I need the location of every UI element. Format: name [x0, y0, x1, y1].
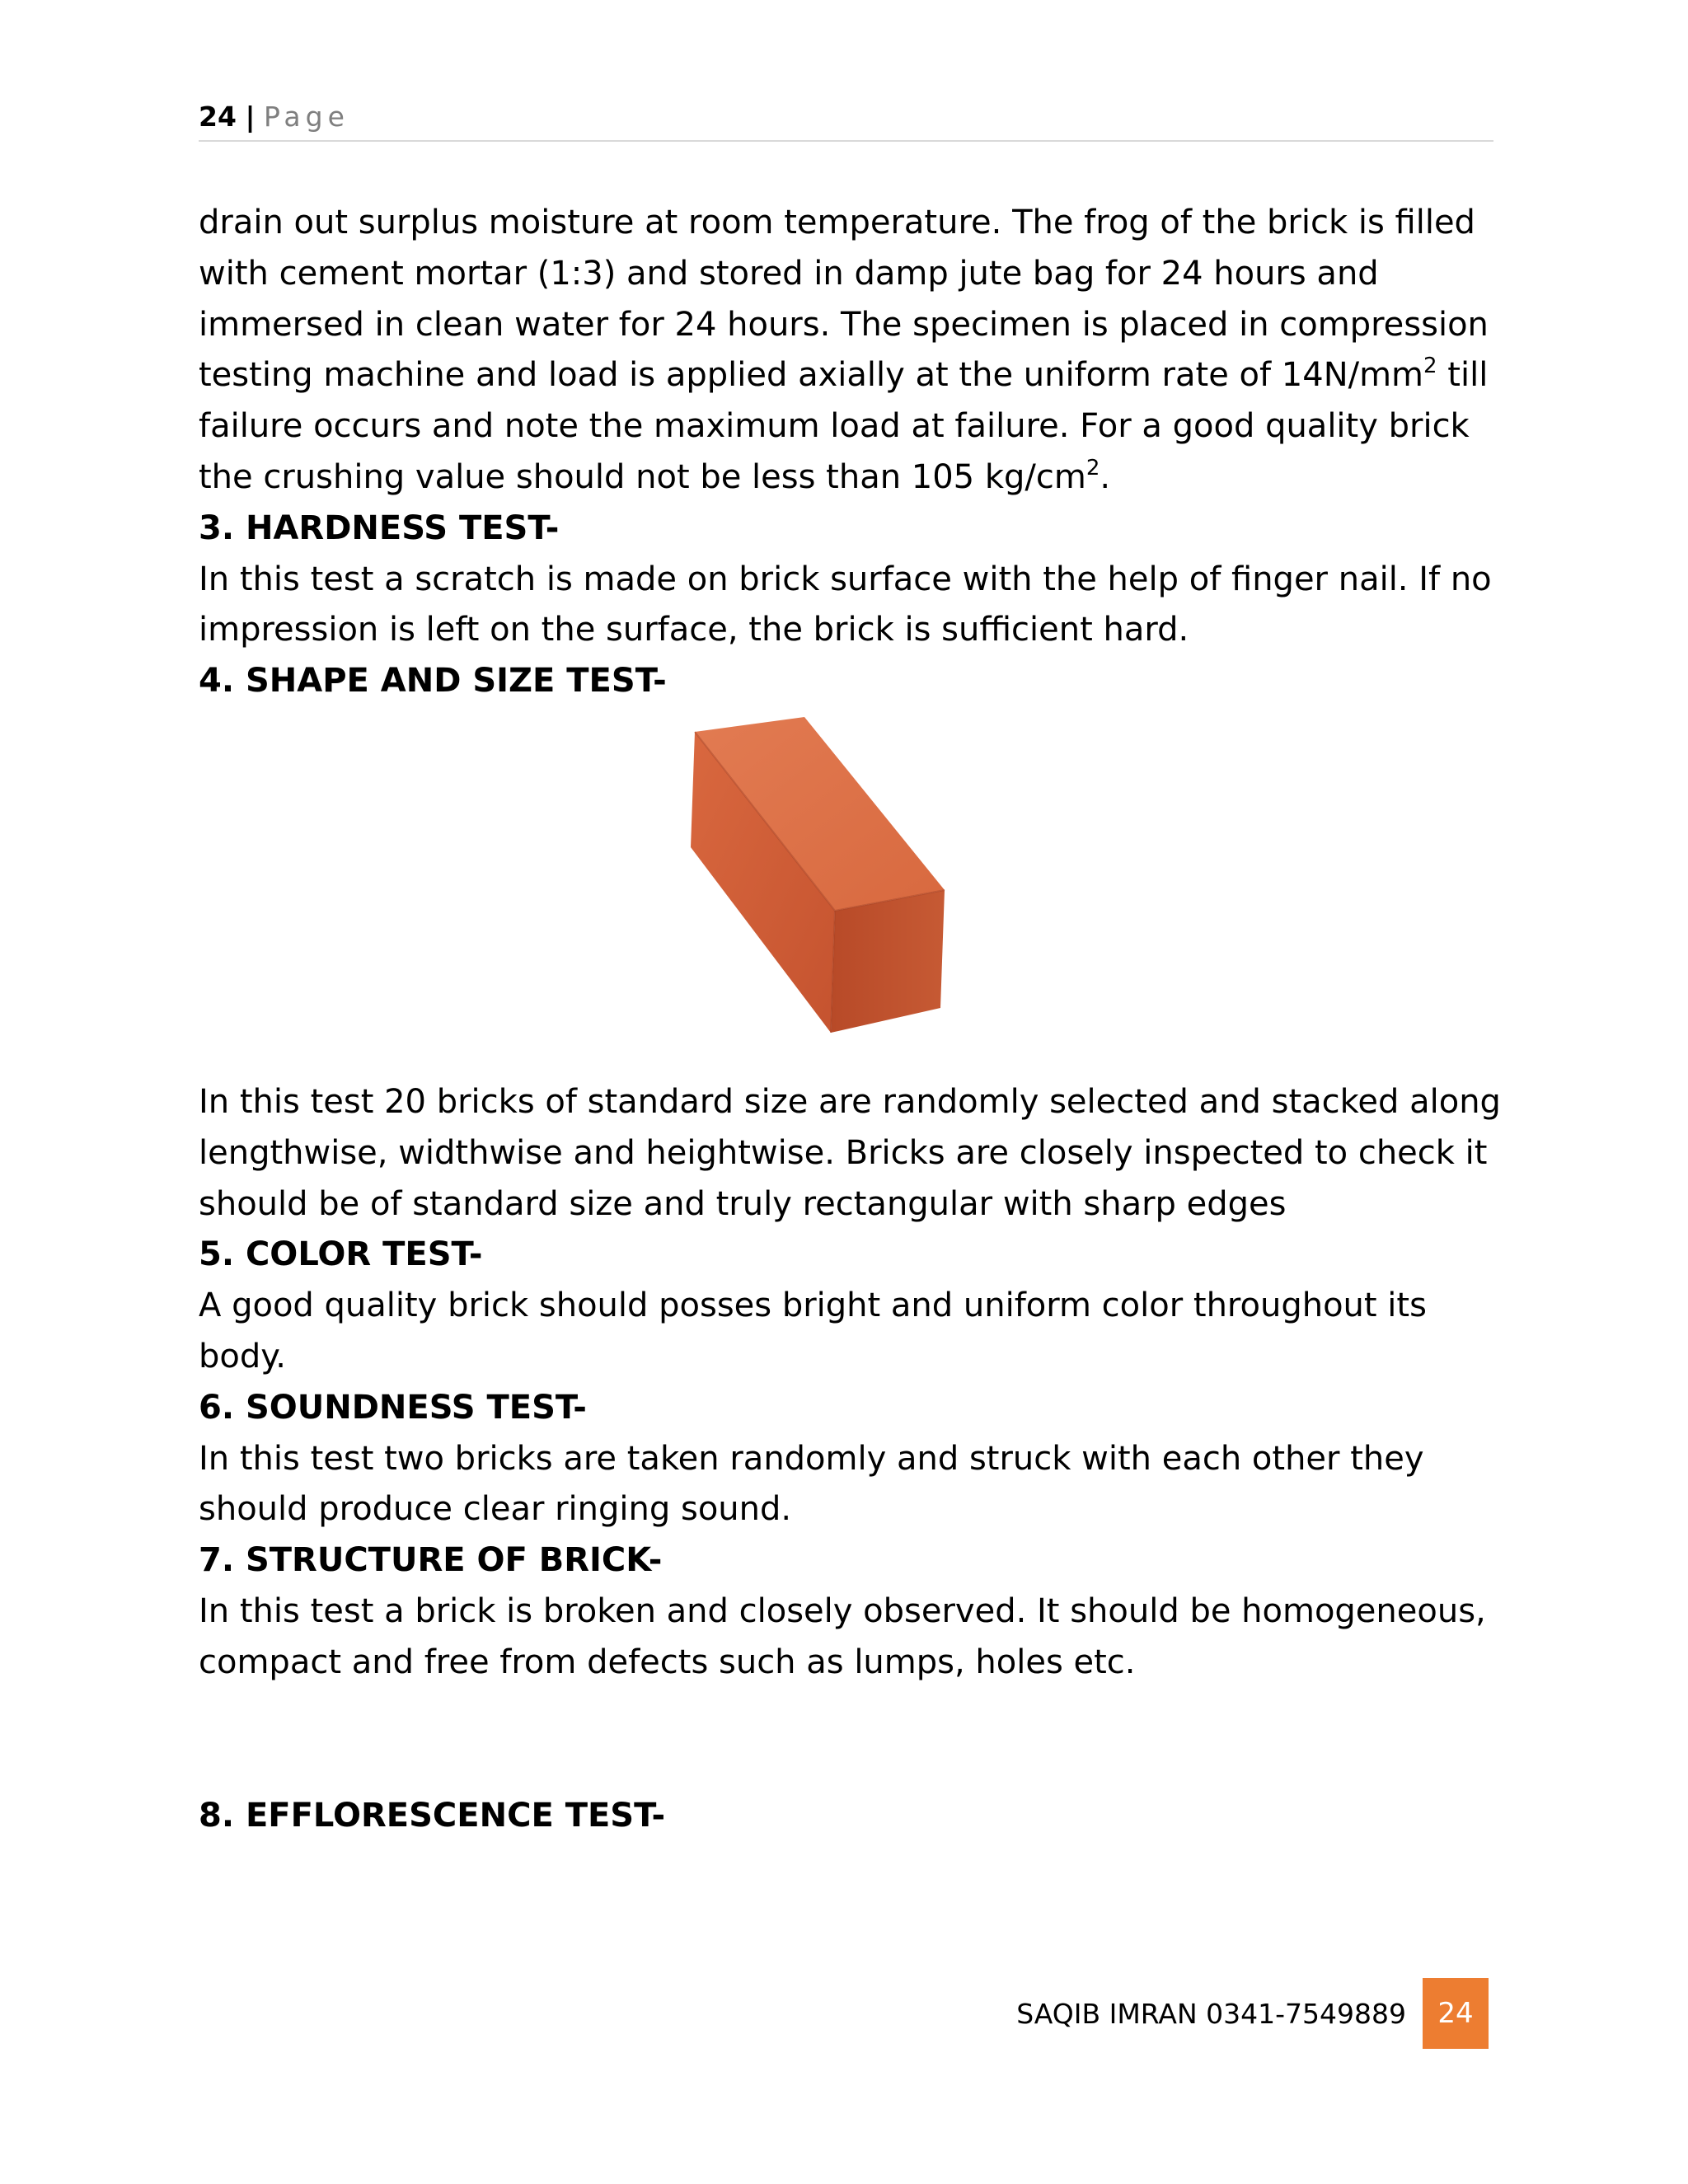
- header-separator: |: [245, 101, 256, 133]
- page-content: [199, 198, 1517, 1841]
- header-page-label: Page: [264, 101, 349, 133]
- heading-color-test: 5. COLOR TEST-: [199, 1235, 483, 1274]
- superscript: 2: [1423, 354, 1437, 379]
- footer-page-number: 24: [1423, 1978, 1489, 2049]
- brick-image: [660, 707, 1006, 1053]
- paragraph-hardness-test: In this test a scratch is made on brick surface with the help of finger nail. If no impression is left on the surface, the brick is sufficient hard.: [199, 560, 1492, 649]
- paragraph-soundness-test: In this test two bricks are taken randomly and struck with each other they should produce clear ringing sound.: [199, 1439, 1424, 1529]
- paragraph-structure-test: In this test a brick is broken and closely observed. It should be homogeneous, compact and free from defects such as lumps, holes etc.: [199, 1591, 1486, 1681]
- brick-figure: [199, 707, 1517, 1077]
- footer-author: SAQIB IMRAN 0341-7549889: [1016, 1997, 1406, 2030]
- heading-efflorescence-test: 8. EFFLORESCENCE TEST-: [199, 1796, 666, 1835]
- heading-structure-test: 7. STRUCTURE OF BRICK-: [199, 1541, 663, 1580]
- header-page-number: 24: [199, 101, 237, 133]
- heading-hardness-test: 3. HARDNESS TEST-: [199, 509, 560, 547]
- heading-soundness-test: 6. SOUNDNESS TEST-: [199, 1388, 587, 1427]
- heading-shape-size-test: 4. SHAPE AND SIZE TEST-: [199, 662, 667, 701]
- paragraph-color-test: A good quality brick should posses bright and uniform color throughout its body.: [199, 1286, 1427, 1376]
- page-header: [199, 99, 1493, 142]
- superscript: 2: [1085, 455, 1100, 480]
- paragraph-shape-size-test: In this test 20 bricks of standard size are randomly selected and stacked along lengthwise, widthwise and heightwise. Bricks are closely inspected to check it should be of standard size and truly rectangular with sharp edges: [199, 1082, 1501, 1223]
- paragraph-compression-test: drain out surplus moisture at room temperature. The frog of the brick is filled with cement mortar (1:3) and stored in damp jute bag for 24 hours and immersed in clean water for 24 hours. The specimen is placed in compression testing machine and load is applied axially at the uniform rate of $14N/mm^2$ till failure occurs and note the maximum load at failure. For a good quality brick the crushing value should not be less than 105 $kg/cm^2$.: [199, 204, 1489, 496]
- page-footer: [1016, 1978, 1489, 2049]
